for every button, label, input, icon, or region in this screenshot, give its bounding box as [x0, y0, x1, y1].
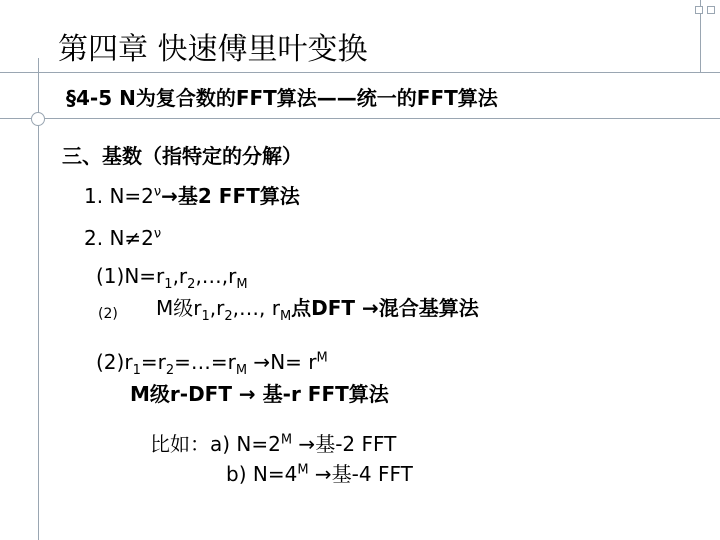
page-subtitle: §4-5 N为复合数的FFT算法——统一的FFT算法 — [66, 86, 498, 110]
section-heading: 三、基数（指特定的分解） — [62, 144, 302, 168]
example-line2: b) $N=4^M$ →基-4 FFT — [226, 462, 413, 486]
frame-mid-line — [0, 118, 720, 119]
frame-vertical-line — [38, 58, 39, 540]
page-title: 第四章 快速傅里叶变换 — [58, 32, 368, 67]
case1-marker: (2) — [98, 306, 118, 322]
frame-corner-square — [707, 6, 715, 14]
case2-line2: M级r-DFT → 基-r FFT算法 — [130, 382, 389, 406]
frame-top-line — [0, 72, 720, 73]
example-line1: 比如：a) $N=2^M$ →基-2 FFT — [150, 432, 397, 456]
case2-line1: $(2)r_1=r_2=\dots=r_M \to N= r^M$ — [96, 350, 328, 378]
item-2: 2. $N\ne 2^\nu$ — [84, 226, 162, 250]
case1-line1: $(1)N=r_1,r_2,\dots,r_M$ — [96, 264, 248, 292]
case1-line2: M级$r_1,r_2,\dots$, $r_M$点DFT →混合基算法 — [156, 296, 479, 324]
frame-circle-marker — [31, 112, 45, 126]
item-1: 1. $N=2^\nu\to$基2 FFT算法 — [84, 184, 300, 208]
frame-corner-square — [695, 6, 703, 14]
